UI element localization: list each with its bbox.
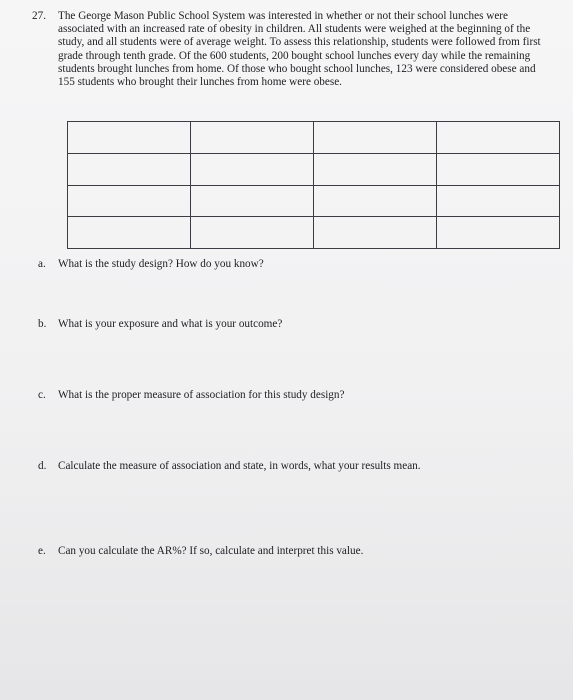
table-cell xyxy=(437,122,560,154)
part-letter: d. xyxy=(38,460,47,472)
part-prompt: What is the proper measure of association for this study design? xyxy=(58,389,345,401)
part-letter: c. xyxy=(38,389,46,401)
part-b xyxy=(38,318,282,331)
part-e xyxy=(38,545,363,558)
table-cell xyxy=(437,217,560,249)
table-row xyxy=(68,185,560,217)
part-letter: b. xyxy=(38,318,47,330)
question-number: 27. xyxy=(32,10,46,22)
part-prompt: What is your exposure and what is your outcome? xyxy=(58,318,283,330)
table-cell xyxy=(191,217,314,249)
part-d xyxy=(38,460,421,473)
part-prompt: What is the study design? How do you know? xyxy=(58,258,264,270)
blank-contingency-table xyxy=(67,121,560,249)
part-prompt: Can you calculate the AR%? If so, calculate and interpret this value. xyxy=(58,545,364,557)
table-cell xyxy=(68,122,191,154)
part-letter: e. xyxy=(38,545,46,557)
question-prompt: The George Mason Public School System was interested in whether or not their school lunches were associated with an increased rate of obesity in children. All students were weighed at the beginning of the study, and all students were of average weight. To assess this relationship, students were followed from first grade through tenth grade. Of the 600 students, 200 bought school lunches every day while the remaining students brought lunches from home. Of those who bought school lunches, 123 were considered obese and 155 students who brought their lunches from home were obese. xyxy=(58,10,541,89)
table-cell xyxy=(191,122,314,154)
table-cell xyxy=(314,217,437,249)
table-cell xyxy=(314,153,437,185)
table-cell xyxy=(314,185,437,217)
table-cell xyxy=(314,122,437,154)
part-prompt: Calculate the measure of association and state, in words, what your results mean. xyxy=(58,460,421,472)
table-cell xyxy=(437,153,560,185)
table-row xyxy=(68,153,560,185)
part-letter: a. xyxy=(38,258,46,270)
table-cell xyxy=(191,185,314,217)
question-27 xyxy=(32,10,542,89)
part-a xyxy=(38,258,264,271)
table-cell xyxy=(191,153,314,185)
table-row xyxy=(68,217,560,249)
part-c xyxy=(38,389,344,402)
table-cell xyxy=(68,217,191,249)
table-cell xyxy=(68,185,191,217)
table-cell xyxy=(68,153,191,185)
table-row xyxy=(68,122,560,154)
table-cell xyxy=(437,185,560,217)
